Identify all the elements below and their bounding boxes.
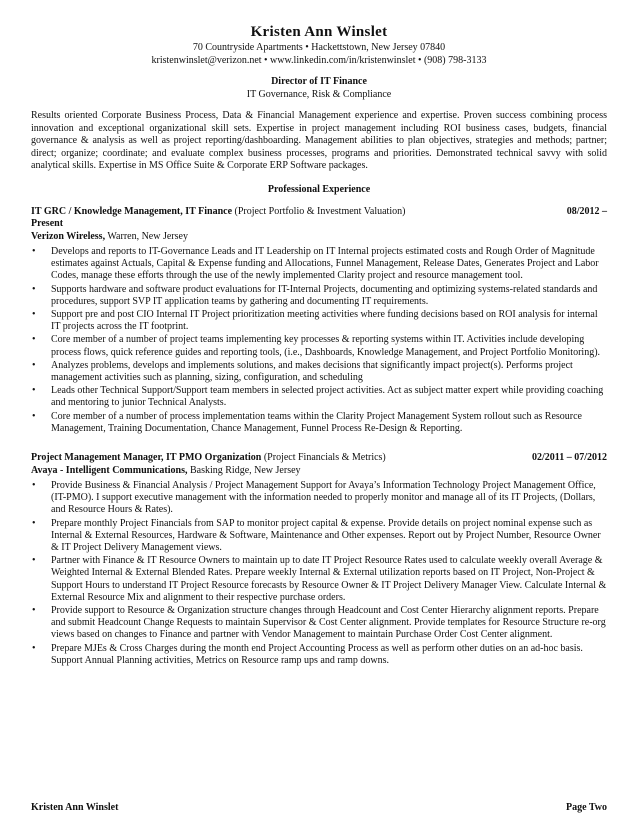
job-dates: 02/2011 – 07/2012 <box>531 452 607 464</box>
job-dates: 08/2012 – <box>566 205 607 217</box>
page-footer <box>31 802 607 813</box>
list-item: • Leads other Technical Support/Support team members in selected project activities. Act as subject matter expert while providing coaching and mentoring to junior Technical Analysts. <box>31 385 607 409</box>
section-title: Professional Experience <box>267 183 371 195</box>
job-entry <box>31 206 607 436</box>
list-item: • Core member of a number of project teams implementing key processes & reporting systems within IT. Activities include developing process flows, quick reference guides and reporting tools, (i.e., Dashboards, Knowledge Management, and Project Portfolio Monitoring). <box>31 334 607 358</box>
job-subtitle: IT Governance, Risk & Compliance <box>246 89 392 100</box>
company-location: Warren, New Jersey <box>107 230 188 242</box>
job-detail: (Project Portfolio & Investment Valuation) <box>234 205 406 217</box>
summary-paragraph: Results oriented Corporate Business Process, Data & Financial Management experience and expertise. Proven success combining process innovation and exceptional organizational skill sets. Expertise in project management including ROI business cases, budgets, financial governance & analysis as well as project reporting/dashboarding. Management abilities to plan objectives, strategies and methods; partner; direct; organize; coordinate; and evaluate complex business processes, programs and priorities. Demonstrated technical savvy with solid analytical skills. Expertise in MS Office Suite & Corporate ERP Software packages. <box>31 110 607 171</box>
list-item: • Prepare monthly Project Financials from SAP to monitor project capital & expense. Provide details on project nominal expense such as Internal & External Resources, Hardware & Software, Maintenance and Other expenses. Report out by Project Number, Resource Owner & IT Project Delivery Management views. <box>31 518 607 555</box>
page-number: Page Two <box>565 802 607 813</box>
list-item: • Provide support to Resource & Organization structure changes through Headcount and Cost Center Hierarchy alignment reports. Prepare and submit Headcount Change Requests to maintain Supervisor & Cost Center alignment. Provide templates for Resource Structure re-org views based on changes to Finance and partner with Vendor Management to maintain Purchase Order Cost Center alignment. <box>31 605 607 642</box>
job-entry <box>31 452 607 667</box>
job-position-title: Project Management Manager, IT PMO Organization <box>31 452 262 464</box>
list-item: • Analyzes problems, develops and implements solutions, and makes decisions that significantly impact project(s). Performs project management activities such as planning, sizing, configuration, and scheduling <box>31 360 607 384</box>
job-title: Director of IT Finance <box>271 76 367 87</box>
title-block <box>31 75 607 101</box>
list-item: • Supports hardware and software product evaluations for IT-Internal Projects, documenting and optimizing systems-related standards and procedures, support SVP IT application teams by gathering and documenting IT requirements. <box>31 284 607 308</box>
list-item: • Develops and reports to IT-Governance Leads and IT Leadership on IT Internal projects estimated costs and Rough Order of Magnitude estimates against Actuals, Capital & Expense funding and Allocations, Funnel Management, Release Dates, Generates Project and Labor Codes, manage these efforts through the use of the newly implemented Clarity project and resource management tool. <box>31 246 607 283</box>
list-item: • Support pre and post CIO Internal IT Project prioritization meeting activities where funding decisions based on ROI analysis for internal IT projects across the IT footprint. <box>31 309 607 333</box>
job-bullets <box>31 480 607 667</box>
list-item: • Core member of a number of process implementation teams within the Clarity Project Management System rollout such as Resource Management, Training Documentation, Chance Management, Funnel Process Re-Design & Reporting. <box>31 411 607 435</box>
company-name: Verizon Wireless, <box>31 230 106 242</box>
candidate-name: Kristen Ann Winslet <box>250 24 388 40</box>
company-location: Basking Ridge, New Jersey <box>189 464 301 476</box>
list-item: • Provide Business & Financial Analysis / Project Management Support for Avaya’s Information Technology Project Management Office, (IT-PMO). I support executive management with the information needed to properly monitor and manage all of its IT Projects, (Dollars, and Resource Hours & Rates). <box>31 480 607 517</box>
job-position-title: IT GRC / Knowledge Management, IT Finance <box>31 205 233 217</box>
address-line: 70 Countryside Apartments • Hackettstown, New Jersey 07840 <box>192 42 446 53</box>
job-dates-continued: Present <box>31 218 64 229</box>
resume-page <box>31 24 607 668</box>
job-detail: (Project Financials & Metrics) <box>263 452 386 464</box>
list-item: • Partner with Finance & IT Resource Owners to maintain up to date IT Project Resource Rates used to calculate weekly overall Average & Weighted Internal & External Blended Rates. Prepare weekly Internal & External utilization reports based on IT Project, Non-Project & Support Hours to understand IT Project Resource forecasts by Resource Owner & IT Project Delivery Manager View. Calculate Internal & External Resource Mix and alignment to their respective purchase orders. <box>31 555 607 604</box>
list-item: • Prepare MJEs & Cross Charges during the month end Project Accounting Process as well as perform other duties on an ad-hoc basis. Support Annual Planning activities, Metrics on Resource ramp ups and ramp downs. <box>31 643 607 667</box>
contact-line: kristenwinslet@verizon.net • www.linkedin.com/in/kristenwinslet • (908) 798-3133 <box>151 55 487 66</box>
footer-name: Kristen Ann Winslet <box>31 802 119 813</box>
job-bullets <box>31 246 607 435</box>
company-name: Avaya - Intelligent Communications, <box>31 464 188 476</box>
